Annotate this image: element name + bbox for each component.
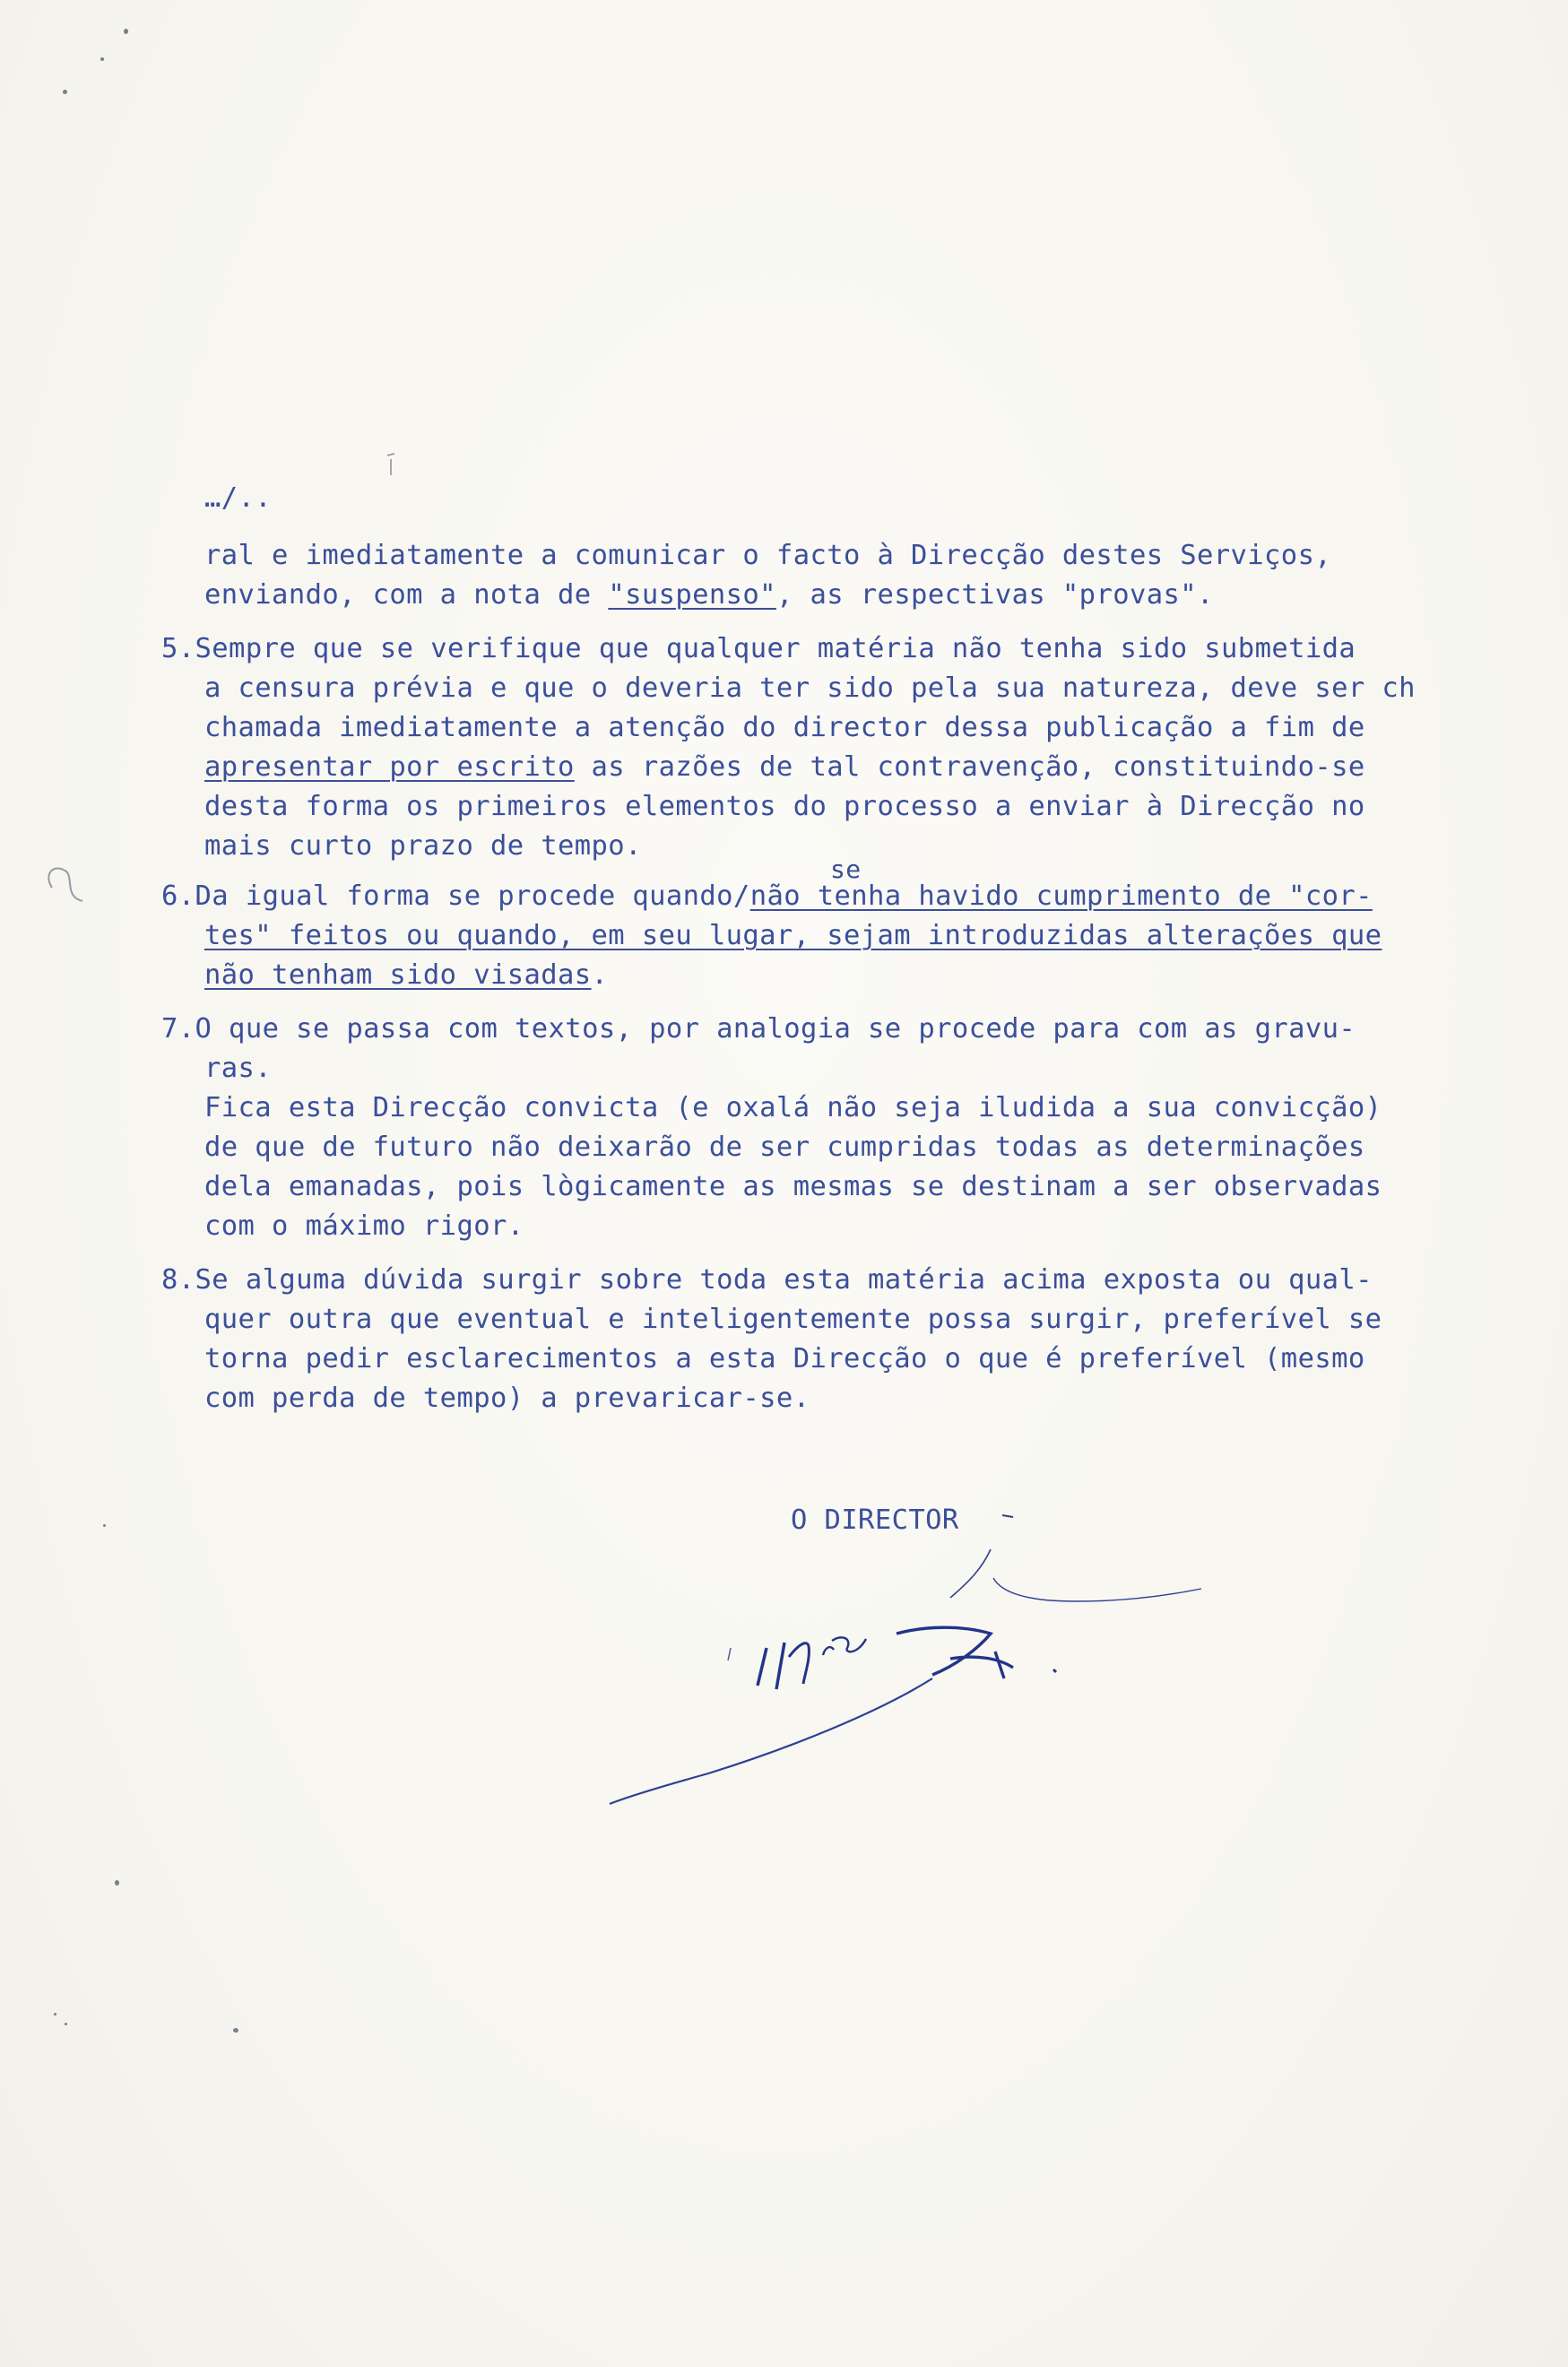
signature-stroke (897, 1627, 1013, 1678)
pencil-tick (387, 454, 394, 475)
item-8-line-3: torna pedir esclarecimentos a esta Direcção o que é preferível (mesmo (204, 1343, 1365, 1374)
signature-stroke (610, 1678, 932, 1804)
item-8-line-1: 8.Se alguma dúvida surgir sobre toda esta matéria acima exposta ou qual- (161, 1264, 1373, 1296)
item-6-underlined-b: não tenham sido visadas (204, 959, 592, 991)
item-6-insertion: se (830, 854, 862, 884)
item-8-line-4: com perda de tempo) a prevaricar-se. (204, 1383, 810, 1414)
intro-line-1: ral e imediatamente a comunicar o facto à Direcção destes Serviços, (204, 540, 1332, 571)
signature-stroke (993, 1578, 1201, 1601)
item-5-line-4-b: as razões de tal contravenção, constituindo-se (574, 751, 1365, 783)
item-6-underlined-a: não tenha havido cumprimento de "cor- (749, 880, 1373, 912)
item-5-line-3: chamada imediatamente a atenção do director dessa publicação a fim de (204, 712, 1365, 743)
signature-stroke (789, 1643, 809, 1684)
item-6-line-3-b: . (591, 959, 609, 991)
item-7-line-6: com o máximo rigor. (204, 1210, 524, 1242)
item-5-line-5: desta forma os primeiros elementos do processo a enviar à Direcção no (204, 791, 1365, 822)
signature-stroke (758, 1648, 767, 1686)
item-7-line-4: de que de futuro não deixarão de ser cumpridas todas as determinações (204, 1131, 1365, 1163)
margin-pencil-mark (48, 868, 82, 901)
item-7-line-1: 7.O que se passa com textos, por analogia se procede para com as gravu- (161, 1013, 1356, 1045)
item-6-line-2: tes" feitos ou quando, em seu lugar, sejam introduzidas alterações que (204, 920, 1382, 951)
continuation-marker: …/.. (204, 482, 273, 514)
signature-stroke (1053, 1669, 1056, 1672)
signature-stroke (950, 1549, 991, 1598)
item-7-line-5: dela emanadas, pois lògicamente as mesmas se destinam a ser observadas (204, 1171, 1382, 1202)
intro-line-2-a: enviando, com a nota de (204, 579, 609, 611)
item-6-line-1-a: 6.Da igual forma se procede quando/ (161, 880, 750, 912)
item-5-line-6: mais curto prazo de tempo. (204, 830, 642, 862)
signature-stroke (1002, 1515, 1013, 1517)
item-7-line-2: ras. (204, 1053, 273, 1084)
intro-line-2-c: , as respectivas "provas". (775, 579, 1214, 611)
item-5-line-2: a censura prévia e que o deveria ter sido pela sua natureza, deve ser ch (204, 672, 1416, 704)
signature-stroke (823, 1637, 866, 1655)
signature-stroke (776, 1643, 784, 1689)
suspenso-word: "suspenso" (608, 579, 776, 611)
item-8-line-2: quer outra que eventual e inteligentemente possa surgir, preferível se (204, 1304, 1382, 1335)
item-7-line-3: Fica esta Direcção convicta (e oxalá não seja iludida a sua convicção) (204, 1092, 1382, 1123)
signature-stroke (728, 1648, 731, 1660)
signature-title: O DIRECTOR (791, 1504, 959, 1536)
item-5-line-1: 5.Sempre que se verifique que qualquer matéria não tenha sido submetida (161, 633, 1356, 664)
apresentar-por-escrito: apresentar por escrito (204, 751, 575, 783)
